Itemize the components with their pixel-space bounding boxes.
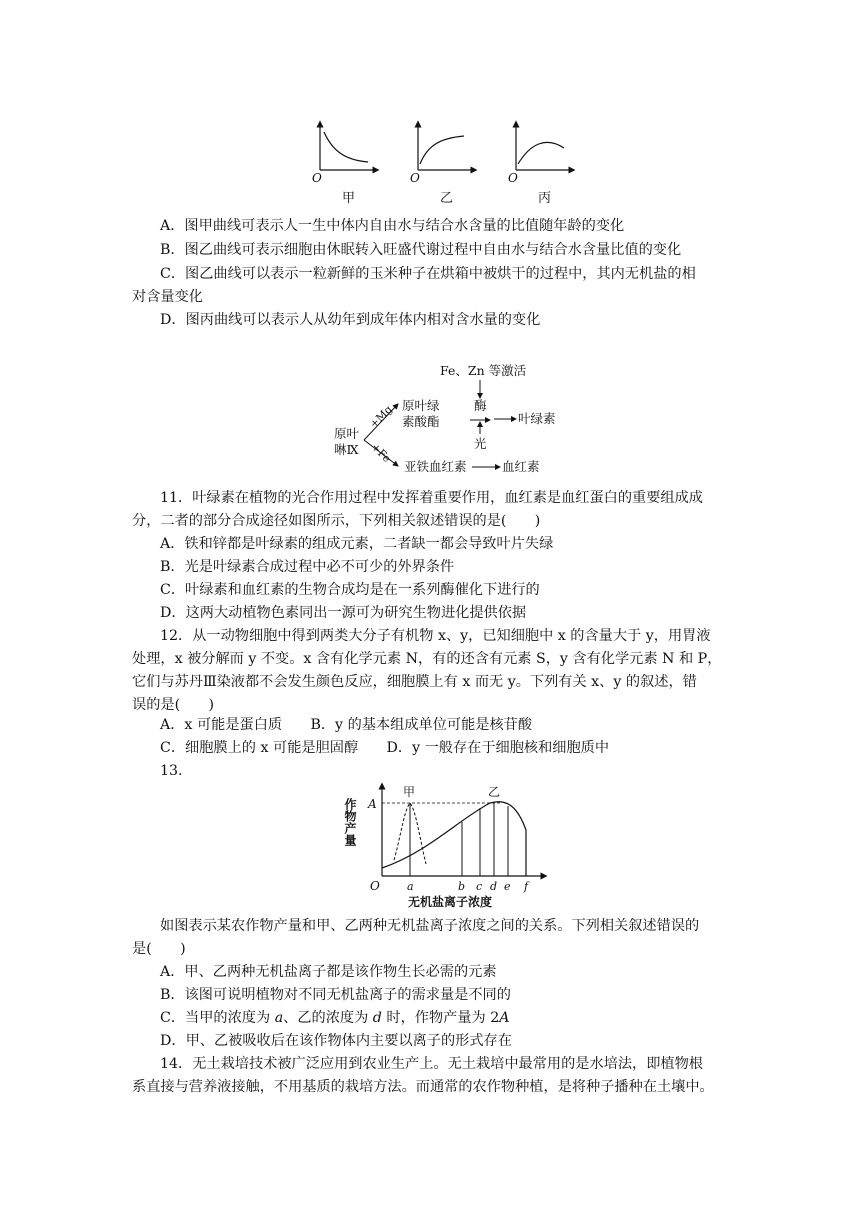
curve-bing bbox=[518, 142, 564, 164]
x-tick-c: c bbox=[476, 880, 483, 893]
figure-synthesis-pathway bbox=[330, 358, 560, 478]
origin-label: O bbox=[410, 171, 420, 185]
q14-stem-line1: 14．无土栽培技术被广泛应用到农业生产上。无土栽培中最常用的是水培法，即植物根 bbox=[160, 1056, 703, 1072]
x-tick-b: b bbox=[458, 880, 466, 893]
q12-stem-line3: 它们与苏丹Ⅲ染液都不会发生颜色反应，细胞膜上有 x 而无 y。下列有关 x、y 的叙述，错 bbox=[132, 674, 697, 690]
x-axis-label: 无机盐离子浓度 bbox=[408, 895, 493, 909]
curve-yi bbox=[420, 136, 464, 164]
q13-option-c-pre: C．当甲的浓度为 bbox=[160, 1010, 275, 1026]
q13-option-a: A．甲、乙两种无机盐离子都是该作物生长必需的元素 bbox=[160, 964, 497, 980]
label-bing: 丙 bbox=[538, 191, 552, 206]
mg-label: +Mg bbox=[367, 403, 395, 431]
origin-label: O bbox=[370, 879, 380, 893]
light-label: 光 bbox=[474, 436, 487, 451]
peak-label-jia: 甲 bbox=[403, 785, 416, 799]
heme-precursor-label: 亚铁血红素 bbox=[404, 459, 467, 474]
q13-stem-line1: 如图表示某农作物产量和甲、乙两种无机盐离子浓度之间的关系。下列相关叙述错误的 bbox=[160, 918, 700, 934]
q13-number: 13. bbox=[160, 763, 183, 779]
heme-label: 血红素 bbox=[502, 459, 540, 474]
q11-option-d: D．这两大动植物色素同出一源可为研究生物进化提供依据 bbox=[160, 605, 527, 621]
q12-stem-line2: 处理，x 被分解而 y 不变。x 含有化学元素 N，有的还含有元素 S，y 含有化学元素 N 和 P， bbox=[132, 651, 722, 667]
figure-three-curves bbox=[300, 118, 590, 210]
q10-option-c-line1: C．图乙曲线可以表示一粒新鲜的玉米种子在烘箱中被烘干的过程中，其内无机盐的相 bbox=[160, 266, 696, 282]
graph-yi bbox=[410, 124, 474, 206]
q13-option-c-mid: 、乙的浓度为 bbox=[283, 1010, 373, 1026]
q10-option-b: B．图乙曲线可表示细胞由休眠转入旺盛代谢过程中自由水与结合水含量比值的变化 bbox=[160, 242, 682, 258]
q13-option-c-post: 时，作物产量为 2 bbox=[381, 1010, 500, 1026]
curve-yi bbox=[382, 802, 526, 876]
source-label-1: 原叶 bbox=[334, 426, 360, 441]
graph-bing bbox=[508, 124, 572, 206]
intermediate-label-2: 素酸酯 bbox=[402, 414, 440, 429]
curve-jia bbox=[324, 132, 368, 162]
fe-label: +Fe bbox=[368, 441, 393, 465]
q13-option-c-d: d bbox=[372, 1010, 382, 1026]
graph-jia bbox=[312, 124, 376, 206]
a-tick-label: A bbox=[368, 797, 377, 811]
q13-option-d: D．甲、乙被吸收后在该作物体内主要以离子的形式存在 bbox=[160, 1033, 512, 1049]
label-jia: 甲 bbox=[342, 191, 356, 206]
intermediate-label-1: 原叶绿 bbox=[402, 398, 440, 413]
x-tick-f: f bbox=[524, 880, 529, 893]
source-label-2: 啉Ⅸ bbox=[334, 442, 359, 457]
q11-stem-line1: 11．叶绿素在植物的光合作用过程中发挥着重要作用，血红素是血红蛋白的重要组成成 bbox=[160, 490, 703, 506]
q12-stem-line1: 12．从一动物细胞中得到两类大分子有机物 x、y，已知细胞中 x 的含量大于 y，用胃液 bbox=[160, 628, 711, 644]
figure-yield-chart bbox=[338, 780, 558, 910]
q11-stem-line2: 分，二者的部分合成途径如图所示，下列相关叙述错误的是( ) bbox=[132, 513, 541, 529]
q12-stem-line4: 误的是( ) bbox=[132, 697, 215, 713]
x-tick-e: e bbox=[504, 880, 511, 893]
q11-option-c: C．叶绿素和血红素的生物合成均是在一系列酶催化下进行的 bbox=[160, 582, 540, 598]
peak-label-yi: 乙 bbox=[488, 785, 501, 799]
origin-label: O bbox=[508, 171, 518, 185]
origin-label: O bbox=[312, 171, 322, 185]
q12-options-cd: C．细胞膜上的 x 可能是胆固醇 D．y 一般存在于细胞核和细胞质中 bbox=[160, 740, 610, 756]
x-tick-d: d bbox=[490, 880, 498, 893]
q14-stem-line2: 系直接与营养液接触，不用基质的栽培方法。而通常的农作物种植，是将种子播种在土壤中。 bbox=[132, 1079, 714, 1095]
q12-options-ab: A．x 可能是蛋白质 B．y 的基本组成单位可能是核苷酸 bbox=[160, 717, 533, 733]
q13-stem-line2: 是( ) bbox=[132, 941, 186, 957]
label-yi: 乙 bbox=[440, 191, 454, 206]
q11-option-b: B．光是叶绿素合成过程中必不可少的外界条件 bbox=[160, 559, 455, 575]
q13-option-c bbox=[160, 1007, 510, 1029]
chlorophyll-label: 叶绿素 bbox=[518, 411, 556, 426]
q13-option-c-A: A bbox=[499, 1010, 510, 1026]
q10-option-d: D．图丙曲线可以表示人从幼年到成年体内相对含水量的变化 bbox=[160, 312, 541, 328]
q10-option-c-line2: 对含量变化 bbox=[132, 289, 203, 305]
q13-option-b: B．该图可说明植物对不同无机盐离子的需求量是不同的 bbox=[160, 987, 511, 1003]
q10-option-a: A．图甲曲线可表示人一生中体内自由水与结合水含量的比值随年龄的变化 bbox=[160, 218, 625, 234]
q11-option-a: A．铁和锌都是叶绿素的组成元素，二者缺一都会导致叶片失绿 bbox=[160, 536, 554, 552]
q13-option-c-a: a bbox=[274, 1010, 284, 1026]
activate-label: Fe、Zn 等激活 bbox=[440, 363, 527, 378]
enzyme-label: 酶 bbox=[474, 398, 487, 413]
y-axis-label: 作物产量 bbox=[343, 798, 357, 846]
x-tick-a: a bbox=[407, 880, 414, 893]
